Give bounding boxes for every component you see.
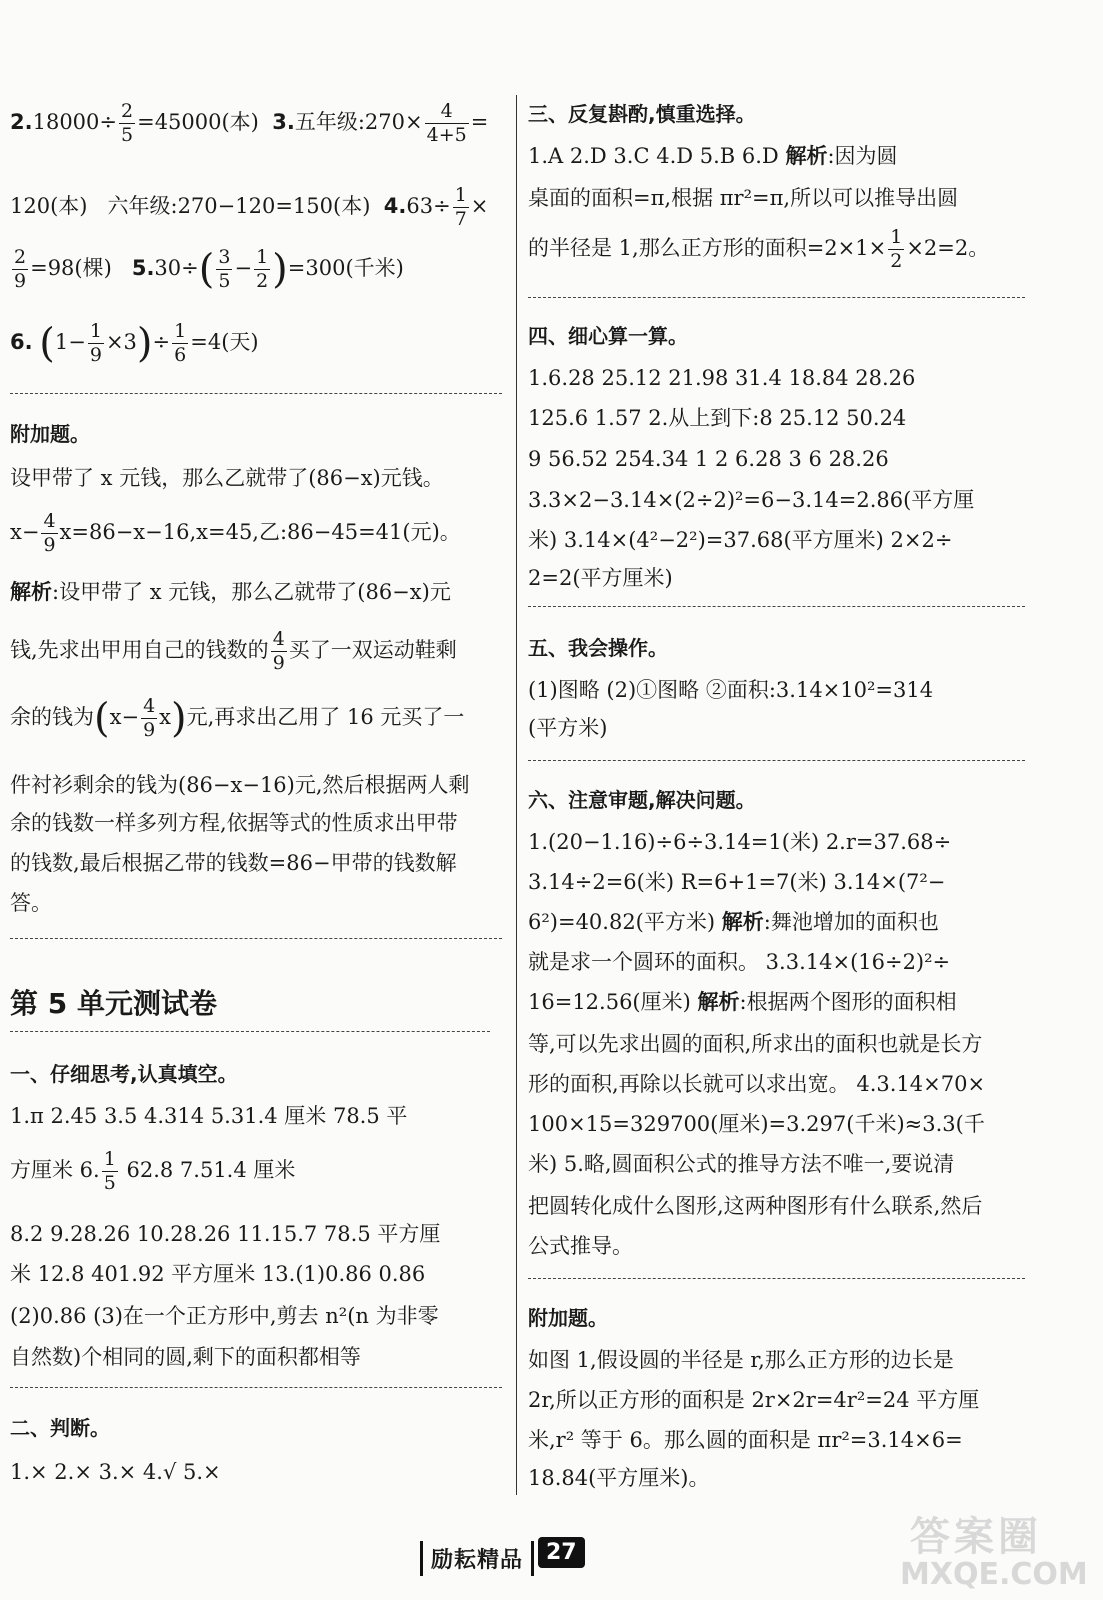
text-line: 钱,先求出甲用自己的钱数的 $\frac{4}{9}$ 买了一双运动鞋剩 xyxy=(10,628,457,674)
answer-line: (1)图略 (2)①图略 ②面积:3.14×10²=314 xyxy=(528,678,934,702)
answer-line: 桌面的面积=π,根据 πr²=π,所以可以推导出圆 xyxy=(528,186,959,210)
fraction: $\frac{4}{9}$ xyxy=(43,510,56,556)
answer-line: 米 12.8 401.92 平方厘米 13.(1)0.86 0.86 xyxy=(10,1262,426,1286)
answer-line: 120(本) 六年级:270−120=150(本) 4.63÷ $\frac{1}{7}$ × xyxy=(10,184,489,230)
text-line: 设甲带了 x 元钱，那么乙就带了(86−x)元钱。 xyxy=(10,466,444,490)
brand-logo: 励耘精品 xyxy=(420,1541,534,1576)
answer-line: $\frac{2}{9}$ =98(棵) 5.30÷( $\frac{3}{5}$ − $\frac{1}{2}$ )=300(千米) xyxy=(14,246,404,293)
section-divider xyxy=(528,760,1025,761)
section-heading: 附加题。 xyxy=(528,1306,608,1330)
fraction: $\frac{1}{5}$ xyxy=(103,1148,116,1194)
answer-line: 1.6.28 25.12 21.98 31.4 18.84 28.26 xyxy=(528,366,916,390)
unit-title: 第 5 单元测试卷 xyxy=(10,987,217,1020)
answer-line: 1.(20−1.16)÷6÷3.14=1(米) 2.r=37.68÷ xyxy=(528,830,952,854)
answer-line: 125.6 1.57 2.从上到下:8 25.12 50.24 xyxy=(528,406,907,430)
answer-line: 1.π 2.45 3.5 4.314 5.31.4 厘米 78.5 平 xyxy=(10,1104,408,1128)
section-divider xyxy=(10,1031,490,1032)
watermark-logo: 答案圈 xyxy=(910,1514,1042,1560)
text-line: 答。 xyxy=(10,891,52,915)
section-divider xyxy=(10,393,502,394)
answer-line: 公式推导。 xyxy=(528,1234,633,1258)
text-line: 如图 1,假设圆的半径是 r,那么正方形的边长是 xyxy=(528,1348,954,1372)
page-number: 27 xyxy=(538,1537,585,1568)
answer-line: 2=2(平方厘米) xyxy=(528,566,673,590)
fraction: $\frac{1}{2}$ xyxy=(256,246,269,292)
equation-line: x− $\frac{4}{9}$ x=86−x−16,x=45,乙:86−45=41(元)。 xyxy=(10,510,461,556)
fraction: $\frac{4}{9}$ xyxy=(143,695,156,741)
section-divider xyxy=(10,1387,502,1388)
answer-line: 米) 3.14×(4²−2²)=37.68(平方厘米) 2×2÷ xyxy=(528,528,953,552)
answer-line: 形的面积,再除以长就可以求出宽。 4.3.14×70× xyxy=(528,1072,986,1096)
section-divider xyxy=(528,606,1025,607)
section-heading: 一、仔细思考,认真填空。 xyxy=(10,1062,238,1086)
text-line: 18.84(平方厘米)。 xyxy=(528,1466,710,1490)
answer-line: 方厘米 6. $\frac{1}{5}$ 62.8 7.51.4 厘米 xyxy=(10,1148,296,1194)
answer-line: 把圆转化成什么图形,这两种图形有什么联系,然后 xyxy=(528,1194,983,1218)
answer-line: 就是求一个圆环的面积。 3.3.14×(16÷2)²÷ xyxy=(528,950,951,974)
text-line: 2r,所以正方形的面积是 2r×2r=4r²=24 平方厘 xyxy=(528,1388,980,1412)
answer-line: 9 56.52 254.34 1 2 6.28 3 6 28.26 xyxy=(528,447,889,471)
answer-line: 6. (1− $\frac{1}{9}$ ×3)÷ $\frac{1}{6}$ =4(天) xyxy=(10,320,259,367)
answer-line: 的半径是 1,那么正方形的面积=2×1× $\frac{1}{2}$ ×2=2。 xyxy=(528,226,990,272)
answer-line: 2.18000÷ $\frac{2}{5}$ =45000(本) 3.五年级:270× $\frac{4}{4+5}$ = xyxy=(10,100,489,146)
section-heading: 二、判断。 xyxy=(10,1416,110,1440)
fraction: $\frac{2}{9}$ xyxy=(14,246,27,292)
fraction: $\frac{4}{9}$ xyxy=(272,628,285,674)
watermark-url: MXQE.COM xyxy=(900,1557,1088,1592)
text-line: 余的钱为(x− $\frac{4}{9}$ x)元,再求出乙用了 16 元买了一 xyxy=(10,695,465,742)
page-footer xyxy=(420,1535,610,1575)
fraction: $\frac{4}{4+5}$ xyxy=(426,100,467,146)
text-line: 米,r² 等于 6。那么圆的面积是 πr²=3.14×6= xyxy=(528,1428,963,1452)
answer-line: 6²)=40.82(平方米) 解析:舞池增加的面积也 xyxy=(528,910,939,934)
answer-line: 3.14÷2=6(米) R=6+1=7(米) 3.14×(7²− xyxy=(528,870,946,894)
section-divider xyxy=(10,938,502,939)
answer-line: 1.× 2.× 3.× 4.√ 5.× xyxy=(10,1460,221,1484)
section-heading: 五、我会操作。 xyxy=(528,636,668,660)
fraction: $\frac{1}{6}$ xyxy=(174,320,187,366)
section-heading: 三、反复斟酌,慎重选择。 xyxy=(528,102,756,126)
fraction: $\frac{3}{5}$ xyxy=(218,246,231,292)
text-line: 件衬衫剩余的钱为(86−x−16)元,然后根据两人剩 xyxy=(10,773,470,797)
answer-line: 100×15=329700(厘米)=3.297(千米)≈3.3(千 xyxy=(528,1112,985,1136)
fraction: $\frac{2}{5}$ xyxy=(121,100,134,146)
answer-line: 1.A 2.D 3.C 4.D 5.B 6.D 解析:因为圆 xyxy=(528,144,898,168)
column-divider xyxy=(516,95,517,1495)
text-line: 余的钱数一样多列方程,依据等式的性质求出甲带 xyxy=(10,811,458,835)
fraction: $\frac{1}{7}$ xyxy=(454,184,467,230)
answer-line: (2)0.86 (3)在一个正方形中,剪去 n²(n 为非零 xyxy=(10,1304,439,1328)
text-line: 的钱数,最后根据乙带的钱数=86−甲带的钱数解 xyxy=(10,851,457,875)
fraction: $\frac{1}{2}$ xyxy=(890,226,903,272)
section-divider xyxy=(528,1278,1025,1279)
section-heading: 六、注意审题,解决问题。 xyxy=(528,788,756,812)
answer-line: 3.3×2−3.14×(2÷2)²=6−3.14=2.86(平方厘 xyxy=(528,488,975,512)
answer-line: 米) 5.略,圆面积公式的推导方法不唯一,要说清 xyxy=(528,1152,955,1176)
answer-line: 16=12.56(厘米) 解析:根据两个图形的面积相 xyxy=(528,990,957,1014)
fraction: $\frac{1}{9}$ xyxy=(89,320,102,366)
section-divider xyxy=(528,297,1025,298)
answer-line: 等,可以先求出圆的面积,所求出的面积也就是长方 xyxy=(528,1032,983,1056)
watermark xyxy=(900,1505,1090,1595)
text-line: 解析:设甲带了 x 元钱，那么乙就带了(86−x)元 xyxy=(10,580,451,604)
answer-line: 自然数)个相同的圆,剩下的面积都相等 xyxy=(10,1345,361,1369)
answer-line: (平方米) xyxy=(528,716,608,740)
section-heading: 四、细心算一算。 xyxy=(528,324,688,348)
section-heading: 附加题。 xyxy=(10,422,90,446)
answer-line: 8.2 9.28.26 10.28.26 11.15.7 78.5 平方厘 xyxy=(10,1222,441,1246)
